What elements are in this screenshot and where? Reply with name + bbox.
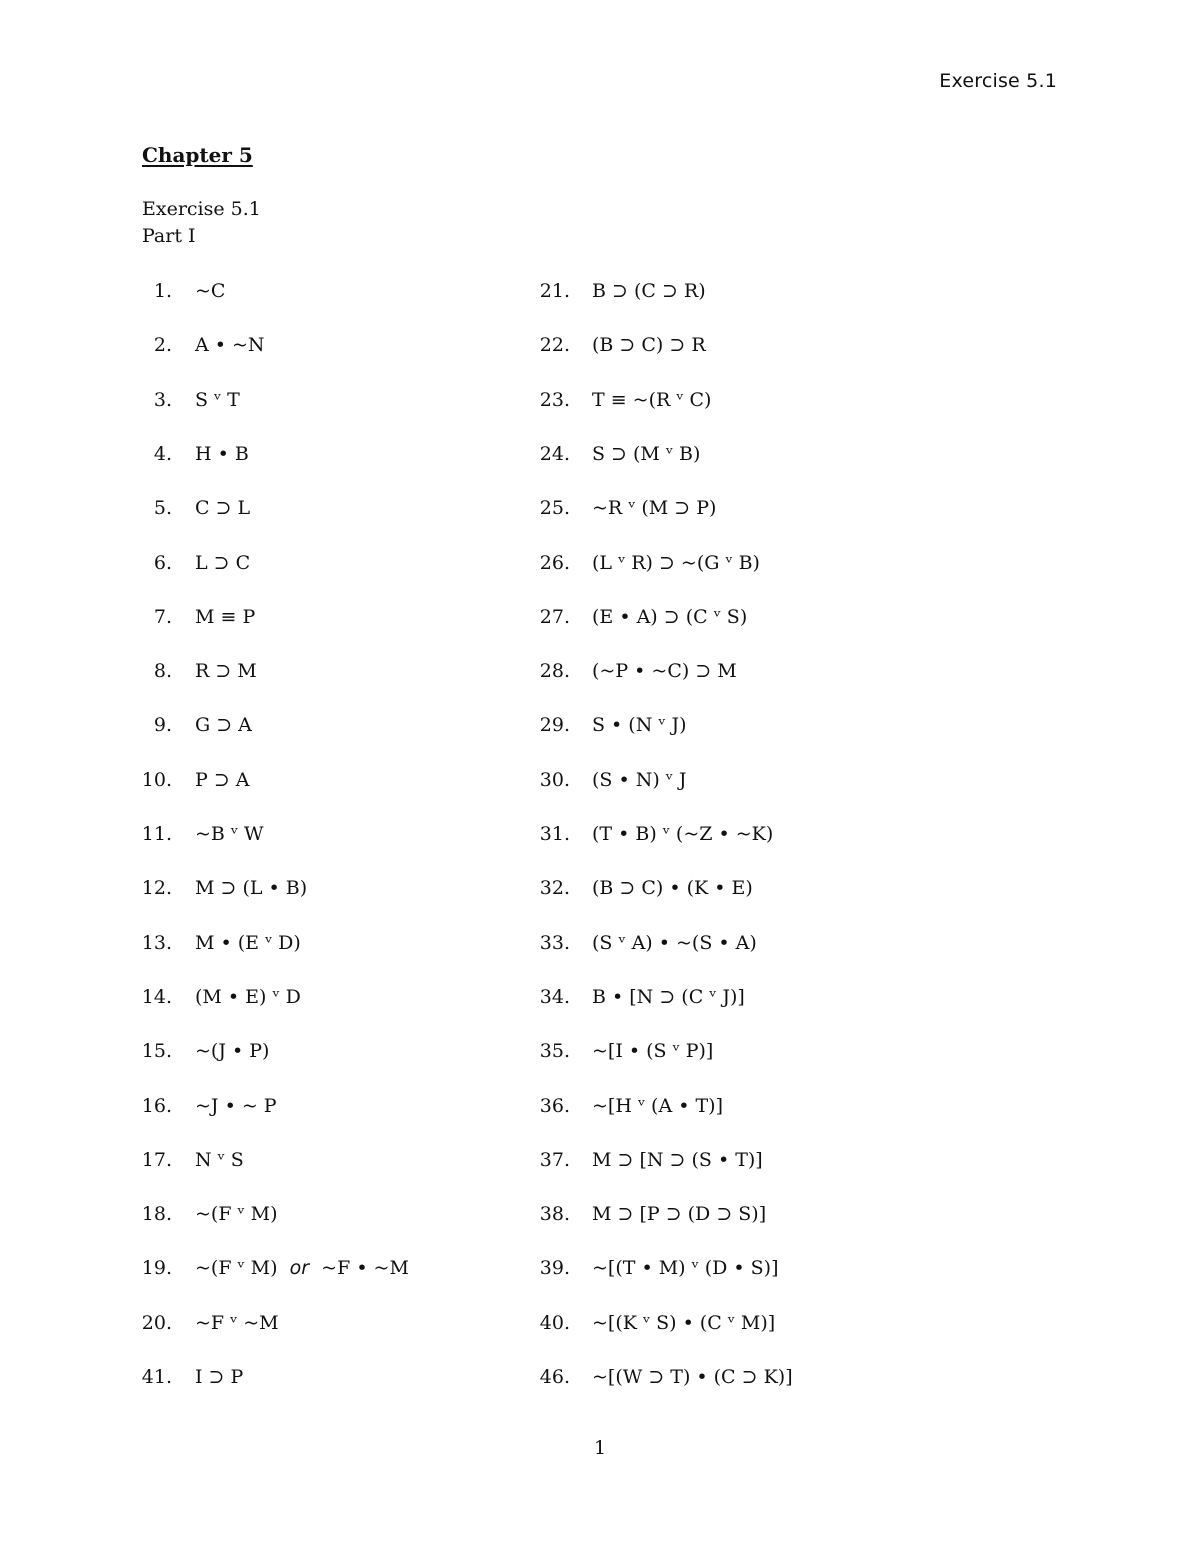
item-expression: (M • E) ᵛ D xyxy=(195,985,301,1008)
item-expression: (S • N) ᵛ J xyxy=(592,768,687,791)
exercise-items xyxy=(0,278,1200,1388)
item-number: 11. xyxy=(141,823,172,845)
item-row xyxy=(0,441,1200,471)
item-expression: (~P • ~C) ⊃ M xyxy=(592,660,737,683)
item-expression: M ⊃ [N ⊃ (S • T)] xyxy=(592,1148,763,1171)
item-number: 31. xyxy=(539,823,570,845)
item-number: 8. xyxy=(153,660,172,683)
item-number: 7. xyxy=(153,605,172,628)
item-number: 27. xyxy=(539,605,570,628)
part-label: Part I xyxy=(142,225,196,247)
item-number: 26. xyxy=(539,551,570,574)
item-expression: R ⊃ M xyxy=(195,660,257,683)
item-row xyxy=(0,604,1200,634)
item-expression: S ⊃ (M ᵛ B) xyxy=(592,442,701,465)
item-expression: ~[(K ᵛ S) • (C ᵛ M)] xyxy=(592,1311,776,1334)
item-number: 32. xyxy=(539,877,570,900)
item-number: 34. xyxy=(539,985,570,1008)
item-number: 3. xyxy=(153,388,172,411)
item-number: 1. xyxy=(153,280,172,302)
item-row xyxy=(0,984,1200,1014)
item-expression: M ≡ P xyxy=(195,605,256,628)
running-header: Exercise 5.1 xyxy=(939,70,1057,92)
item-number: 15. xyxy=(141,1040,172,1063)
item-number: 4. xyxy=(153,442,172,465)
item-number: 41. xyxy=(141,1366,172,1388)
item-number: 28. xyxy=(539,660,570,683)
item-expression: L ⊃ C xyxy=(195,551,251,574)
item-expression-alt: ~F • ~M xyxy=(321,1257,409,1280)
item-expression: ~[(T • M) ᵛ (D • S)] xyxy=(592,1257,779,1280)
item-expression: T ≡ ~(R ᵛ C) xyxy=(592,388,712,411)
item-number: 23. xyxy=(539,388,570,411)
item-expression: ~(J • P) xyxy=(195,1040,270,1063)
item-expression: ~(F ᵛ M) xyxy=(195,1203,278,1226)
item-expression: (S ᵛ A) • ~(S • A) xyxy=(592,931,757,954)
item-expression: (B ⊃ C) • (K • E) xyxy=(592,877,753,900)
item-expression: (L ᵛ R) ⊃ ~(G ᵛ B) xyxy=(592,551,760,574)
item-row xyxy=(0,1093,1200,1123)
item-number: 12. xyxy=(141,877,172,900)
item-number: 22. xyxy=(539,334,570,357)
item-expression-main: ~(F ᵛ M) xyxy=(195,1257,278,1280)
item-row xyxy=(0,495,1200,525)
item-expression: B ⊃ (C ⊃ R) xyxy=(592,280,706,302)
item-number: 35. xyxy=(539,1040,570,1063)
item-number: 6. xyxy=(153,551,172,574)
item-number: 17. xyxy=(141,1148,172,1171)
item-expression: (B ⊃ C) ⊃ R xyxy=(592,334,706,357)
item-number: 14. xyxy=(141,985,172,1008)
item-expression: S ᵛ T xyxy=(195,388,240,411)
item-expression: M ⊃ [P ⊃ (D ⊃ S)] xyxy=(592,1203,767,1226)
item-expression: (T • B) ᵛ (~Z • ~K) xyxy=(592,823,774,845)
item-number: 29. xyxy=(539,714,570,737)
item-row xyxy=(0,875,1200,905)
item-number: 2. xyxy=(153,334,172,357)
item-expression: ~R ᵛ (M ⊃ P) xyxy=(592,497,717,520)
item-expression: H • B xyxy=(195,442,249,465)
exercise-label: Exercise 5.1 xyxy=(142,198,261,220)
item-expression: ~F ᵛ ~M xyxy=(195,1311,279,1334)
item-number: 20. xyxy=(141,1311,172,1334)
item-row xyxy=(0,332,1200,362)
item-row xyxy=(0,712,1200,742)
item-row xyxy=(0,387,1200,417)
item-number: 33. xyxy=(539,931,570,954)
item-number: 9. xyxy=(153,714,172,737)
item-row xyxy=(0,550,1200,580)
item-number: 5. xyxy=(153,497,172,520)
item-expression: (E • A) ⊃ (C ᵛ S) xyxy=(592,605,748,628)
item-number: 25. xyxy=(539,497,570,520)
page-number: 1 xyxy=(593,1437,607,1459)
item-expression xyxy=(195,1255,409,1281)
item-number: 21. xyxy=(539,280,570,302)
chapter-title: Chapter 5 xyxy=(142,143,253,167)
item-expression: P ⊃ A xyxy=(195,768,250,791)
item-number: 24. xyxy=(539,442,570,465)
item-number: 16. xyxy=(141,1094,172,1117)
item-expression: ~J • ~ P xyxy=(195,1094,277,1117)
item-row xyxy=(0,278,1200,308)
item-number: 30. xyxy=(539,768,570,791)
item-number: 46. xyxy=(539,1366,570,1388)
item-number: 19. xyxy=(141,1257,172,1280)
item-number: 39. xyxy=(539,1257,570,1280)
item-number: 13. xyxy=(141,931,172,954)
item-number: 37. xyxy=(539,1148,570,1171)
item-expression: ~B ᵛ W xyxy=(195,823,264,845)
item-expression: C ⊃ L xyxy=(195,497,251,520)
item-number: 10. xyxy=(141,768,172,791)
item-row xyxy=(0,1364,1200,1394)
or-connective: or xyxy=(289,1257,310,1280)
item-number: 40. xyxy=(539,1311,570,1334)
item-expression: G ⊃ A xyxy=(195,714,252,737)
item-expression: B • [N ⊃ (C ᵛ J)] xyxy=(592,985,745,1008)
item-expression: ~C xyxy=(195,280,226,302)
item-row xyxy=(0,1201,1200,1231)
item-expression: A • ~N xyxy=(195,334,265,357)
item-row xyxy=(0,821,1200,851)
item-row xyxy=(0,767,1200,797)
item-expression: S • (N ᵛ J) xyxy=(592,714,687,737)
item-row xyxy=(0,1255,1200,1285)
item-row xyxy=(0,1038,1200,1068)
item-expression: M ⊃ (L • B) xyxy=(195,877,308,900)
item-row xyxy=(0,1310,1200,1340)
item-expression: I ⊃ P xyxy=(195,1366,244,1388)
item-expression: M • (E ᵛ D) xyxy=(195,931,301,954)
item-number: 36. xyxy=(539,1094,570,1117)
item-expression: ~[(W ⊃ T) • (C ⊃ K)] xyxy=(592,1366,793,1388)
item-number: 38. xyxy=(539,1203,570,1226)
item-row xyxy=(0,658,1200,688)
item-row xyxy=(0,1147,1200,1177)
item-number: 18. xyxy=(141,1203,172,1226)
item-expression: N ᵛ S xyxy=(195,1148,244,1171)
item-row xyxy=(0,930,1200,960)
item-expression: ~[I • (S ᵛ P)] xyxy=(592,1040,714,1063)
item-expression: ~[H ᵛ (A • T)] xyxy=(592,1094,723,1117)
